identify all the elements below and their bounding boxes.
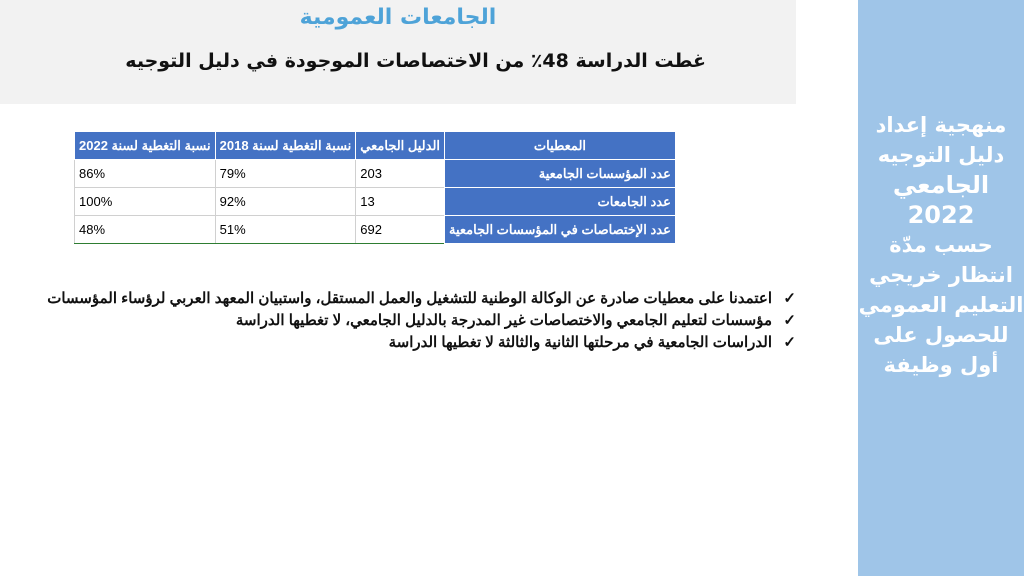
row-label: عدد الجامعات [445,188,676,216]
sidebar-line-3: الجامعي 2022 [892,171,990,229]
note-item [20,310,796,332]
note-item [20,332,796,354]
note-item [20,288,796,310]
checkmark-icon: ✓ [783,334,796,351]
note-text: مؤسسات لتعليم الجامعي والاختصاصات غير المدرجة بالدليل الجامعي، لا تغطيها الدراسة [235,312,772,329]
sidebar-line-4: حسب مدّة [889,233,993,257]
cell-coverage-2022: 48% [75,216,216,244]
cell-guide: 692 [356,216,445,244]
cell-coverage-2022: 100% [75,188,216,216]
header-guide: الدليل الجامعي [356,132,445,160]
note-text: الدراسات الجامعية في مرحلتها الثانية والثالثة لا تغطيها الدراسة [388,334,772,351]
header-coverage-2018: نسبة التغطية لسنة 2018 [215,132,356,160]
sidebar-title [858,110,1024,380]
sidebar-line-8: أول وظيفة [883,353,999,377]
cell-guide: 203 [356,160,445,188]
page-subtitle: غطت الدراسة 48٪ من الاختصاصات الموجودة في دليل التوجيه [125,50,706,72]
cell-guide: 13 [356,188,445,216]
sidebar-line-2: دليل التوجيه [877,143,1005,167]
table-row [75,216,676,244]
sidebar-line-1: منهجية إعداد [875,113,1007,137]
page-title: الجامعات العمومية [299,5,497,30]
table-header-row [75,132,676,160]
cell-coverage-2018: 92% [215,188,356,216]
row-label: عدد المؤسسات الجامعية [445,160,676,188]
header-data: المعطيات [445,132,676,160]
table-row [75,188,676,216]
sidebar-line-6: التعليم العمومي [858,293,1024,317]
sidebar-line-7: للحصول على [873,323,1009,347]
header-coverage-2022: نسبة التغطية لسنة 2022 [75,132,216,160]
note-text: اعتمدنا على معطيات صادرة عن الوكالة الوطنية للتشغيل والعمل المستقل، واستبيان المعهد العربي لرؤساء المؤسسات [47,290,772,307]
sidebar-line-5: انتظار خريجي [869,263,1013,287]
coverage-table [74,131,676,244]
row-label: عدد الإختصاصات في المؤسسات الجامعية [445,216,676,244]
notes-list [20,288,796,354]
checkmark-icon: ✓ [783,290,796,307]
cell-coverage-2018: 79% [215,160,356,188]
table-row [75,160,676,188]
cell-coverage-2018: 51% [215,216,356,244]
header-band [0,0,796,104]
checkmark-icon: ✓ [783,312,796,329]
cell-coverage-2022: 86% [75,160,216,188]
sidebar-panel [858,0,1024,576]
